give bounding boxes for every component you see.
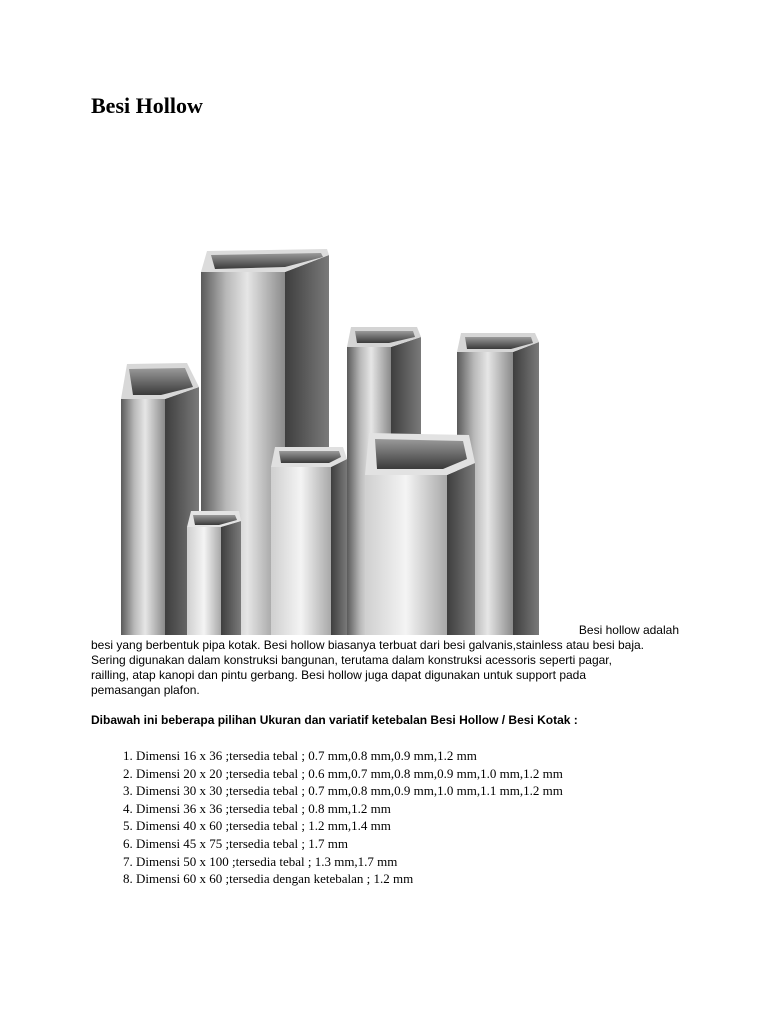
intro-lead: Besi hollow adalah (578, 623, 679, 637)
dimensions-list (91, 747, 563, 888)
intro-line: besi yang berbentuk pipa kotak. Besi hollow biasanya terbuat dari besi galvanis,stainless atau besi baja. (91, 638, 645, 652)
list-item: 5. Dimensi 40 x 60 ;tersedia tebal ; 1.2 mm,1.4 mm (136, 817, 563, 835)
intro-line: Sering digunakan dalam konstruksi bangunan, terutama dalam konstruksi acessoris seperti pagar, (91, 653, 612, 667)
tube-front-right (365, 433, 475, 635)
intro-line: pemasangan plafon. (91, 683, 200, 697)
tube-small (187, 511, 241, 635)
list-item: 4. Dimensi 36 x 36 ;tersedia tebal ; 0.8 mm,1.2 mm (136, 800, 563, 818)
list-item: 7. Dimensi 50 x 100 ;tersedia tebal ; 1.3 mm,1.7 mm (136, 853, 563, 871)
intro-paragraph (91, 623, 691, 698)
besi-hollow-photo (91, 137, 573, 635)
list-item: 6. Dimensi 45 x 75 ;tersedia tebal ; 1.7 mm (136, 835, 563, 853)
intro-line: railling, atap kanopi dan pintu gerbang. Besi hollow juga dapat digunakan untuk support pada (91, 668, 587, 682)
list-item: 1. Dimensi 16 x 36 ;tersedia tebal ; 0.7 mm,0.8 mm,0.9 mm,1.2 mm (136, 747, 563, 765)
list-item: 3. Dimensi 30 x 30 ;tersedia tebal ; 0.7 mm,0.8 mm,0.9 mm,1.0 mm,1.1 mm,1.2 mm (136, 782, 563, 800)
list-item: 8. Dimensi 60 x 60 ;tersedia dengan ketebalan ; 1.2 mm (136, 870, 563, 888)
page-title: Besi Hollow (91, 93, 203, 118)
dimensions-subheading: Dibawah ini beberapa pilihan Ukuran dan variatif ketebalan Besi Hollow / Besi Kotak : (91, 713, 578, 727)
list-item: 2. Dimensi 20 x 20 ;tersedia tebal ; 0.6 mm,0.7 mm,0.8 mm,0.9 mm,1.0 mm,1.2 mm (136, 765, 563, 783)
tube-mid-front (271, 447, 347, 635)
